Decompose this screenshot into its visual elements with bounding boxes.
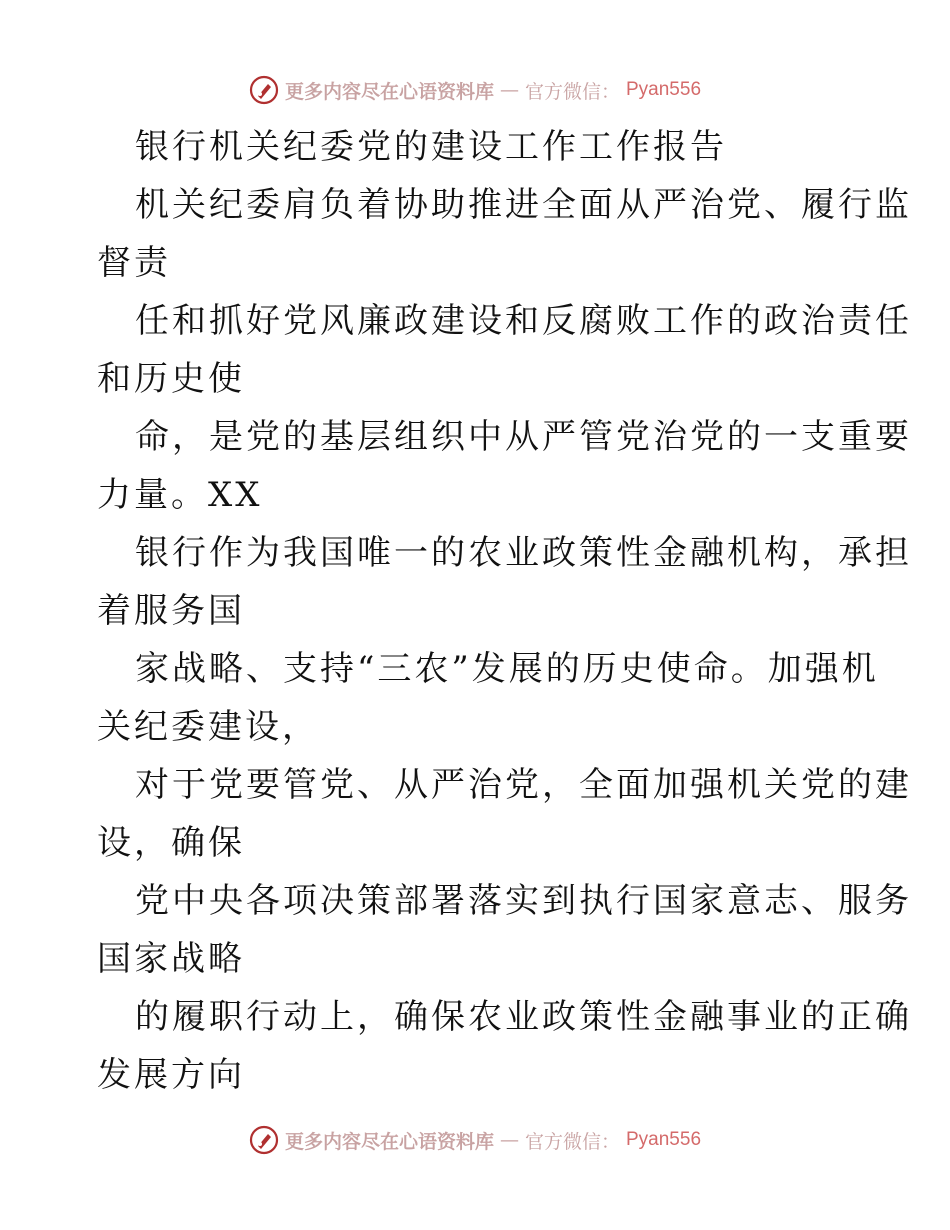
pen-nib-logo-icon (249, 75, 279, 105)
paragraph-line: 机关纪委肩负着协助推进全面从严治党、履行监 (135, 185, 912, 225)
paragraph-line: 的履职行动上，确保农业政策性金融事业的正确 (135, 997, 912, 1037)
paragraph-line: 家战略、支持“三农”发展的历史使命。加强机 (135, 649, 879, 689)
paragraph-line: 力量。XX (97, 475, 263, 515)
watermark-id: Pyan556 (626, 1129, 702, 1150)
watermark-dash: — (499, 79, 519, 101)
paragraph-line: 对于党要管党、从严治党，全面加强机关党的建 (135, 765, 912, 805)
paragraph-line: 发展方向 (97, 1055, 245, 1095)
pen-nib-logo-icon (249, 1125, 279, 1155)
watermark-brand: 更多内容尽在心语资料库 (284, 80, 494, 103)
paragraph-line: 任和抓好党风廉政建设和反腐败工作的政治责任 (135, 301, 912, 341)
watermark-dash: — (499, 1129, 519, 1151)
paragraph-line: 着服务国 (97, 591, 245, 631)
paragraph-line: 党中央各项决策部署落实到执行国家意志、服务 (135, 881, 912, 921)
document-title: 银行机关纪委党的建设工作工作报告 (135, 127, 727, 167)
paragraph-line: 国家战略 (97, 939, 245, 979)
watermark-label: 官方微信： (524, 80, 620, 103)
paragraph-line: 银行作为我国唯一的农业政策性金融机构，承担 (135, 533, 912, 573)
paragraph-line: 和历史使 (97, 359, 245, 399)
document-body (97, 118, 912, 1104)
watermark-id: Pyan556 (626, 79, 702, 100)
watermark-brand: 更多内容尽在心语资料库 (284, 1130, 494, 1153)
watermark-footer (0, 1120, 950, 1160)
paragraph-line: 关纪委建设， (97, 707, 319, 747)
watermark-header (0, 70, 950, 110)
paragraph-line: 设，确保 (97, 823, 245, 863)
paragraph-line: 督责 (97, 243, 171, 283)
watermark-label: 官方微信： (524, 1130, 620, 1153)
paragraph-line: 命，是党的基层组织中从严管党治党的一支重要 (135, 417, 912, 457)
